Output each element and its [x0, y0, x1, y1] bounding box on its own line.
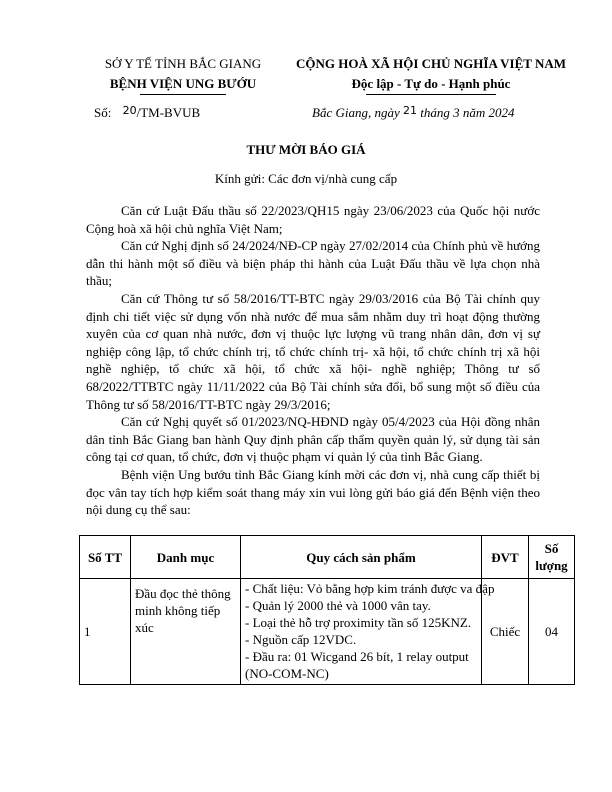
table-row	[80, 579, 575, 685]
cell-danh-muc: Đầu đọc thẻ thông minh không tiếp xúc	[131, 579, 241, 685]
paragraph-decree: Căn cứ Nghị định số 24/2024/NĐ-CP ngày 27/02/2014 của Chính phủ về hướng dẫn thi hành một số điều và biện pháp thi hành của Luật Đấu thầu về lựa chọn nhà thầu;	[86, 238, 540, 289]
header-dvt: ĐVT	[482, 536, 529, 579]
department-name: SỞ Y TẾ TỈNH BẮC GIANG	[104, 56, 262, 71]
body-text	[86, 202, 540, 519]
table-header-row	[80, 536, 575, 579]
spec-line: - Nguồn cấp 12VDC.	[245, 632, 357, 647]
paragraph-circular: Căn cứ Thông tư số 58/2016/TT-BTC ngày 29/03/2016 của Bộ Tài chính quy định chi tiết việc sử dụng vốn nhà nước để mua sắm nhằm duy trì hoạt động thường xuyên của cơ quan nhà nước, đơn vị thuộc lực lượng vũ trang nhân dân, đơn vị sự nghiệp công lập, tổ chức chính trị, tổ chức chính trị- xã hội, tổ chức chính trị xã hội nghề nghiệp, tổ chức xã hội, tổ chức xã hội- nghề nghiệp; Thông tư số 68/2022/TTBTC ngày 11/11/2022 của Bộ Tài chính sửa đổi, bổ sung một số điều của Thông tư số 58/2016/TT-BTC ngày 29/3/2016;	[86, 290, 540, 412]
hospital-name: BỆNH VIỆN UNG BƯỚU	[109, 76, 257, 91]
spec-line: - Quản lý 2000 thẻ và 1000 vân tay.	[245, 598, 431, 613]
motto-underline	[366, 94, 496, 95]
doc-number-label: Số:	[94, 105, 112, 120]
cell-dvt: Chiếc	[482, 579, 529, 685]
date-prefix: Bắc Giang, ngày	[312, 105, 400, 120]
document-number	[94, 105, 200, 122]
doc-number-value: 20	[122, 104, 137, 117]
quotation-table	[79, 535, 575, 685]
national-title: CỘNG HOÀ XÃ HỘI CHỦ NGHĨA VIỆT NAM	[295, 56, 567, 71]
cell-spec	[241, 579, 495, 685]
document-title: THƯ MỜI BÁO GIÁ	[246, 142, 366, 157]
national-motto: Độc lập - Tự do - Hạnh phúc	[351, 76, 511, 91]
paragraph-resolution: Căn cứ Nghị quyết số 01/2023/NQ-HĐND ngày 05/4/2023 của Hội đồng nhân dân tỉnh Bắc Giang ban hành Quy định phân cấp thẩm quyền quản lý, sử dụng tài sản công tại cơ quan, tổ chức, đơn vị thuộc phạm vi quản lý của tỉnh Bắc Giang.	[86, 414, 540, 465]
spec-line: - Loại thẻ hỗ trợ proximity tần số 125KNZ.	[245, 615, 472, 630]
hospital-underline	[140, 94, 226, 95]
paragraph-invitation: Bệnh viện Ung bướu tỉnh Bắc Giang kính mời các đơn vị, nhà cung cấp thiết bị đọc vân tay tích hợp kiểm soát thang máy xin vui lòng gửi báo giá đến Bệnh viện theo nội dung cụ thể sau:	[86, 466, 540, 518]
greeting: Kính gửi: Các đơn vị/nhà cung cấp	[214, 171, 398, 186]
document-date	[312, 105, 514, 122]
header-quy-cach: Quy cách sản phẩm	[241, 536, 482, 579]
cell-stt: 1	[80, 579, 131, 685]
header-stt: Số TT	[80, 536, 131, 579]
date-day: 21	[402, 104, 417, 117]
spec-line: - Chất liệu: Vỏ bằng hợp kim tránh được va đập	[245, 581, 495, 596]
date-suffix: tháng 3 năm 2024	[420, 105, 515, 120]
spec-line: (NO-COM-NC)	[245, 666, 329, 681]
header-so-luong: Số lượng	[529, 536, 575, 579]
paragraph-law: Căn cứ Luật Đấu thầu số 22/2023/QH15 ngày 23/06/2023 của Quốc hội nước Cộng hoà xã hội chủ nghĩa Việt Nam;	[86, 203, 540, 236]
header-danh-muc: Danh mục	[131, 536, 241, 579]
cell-so-luong: 04	[529, 579, 575, 685]
spec-line: - Đầu ra: 01 Wicgand 26 bít, 1 relay output	[245, 649, 469, 664]
doc-number-suffix: /TM-BVUB	[136, 105, 201, 120]
